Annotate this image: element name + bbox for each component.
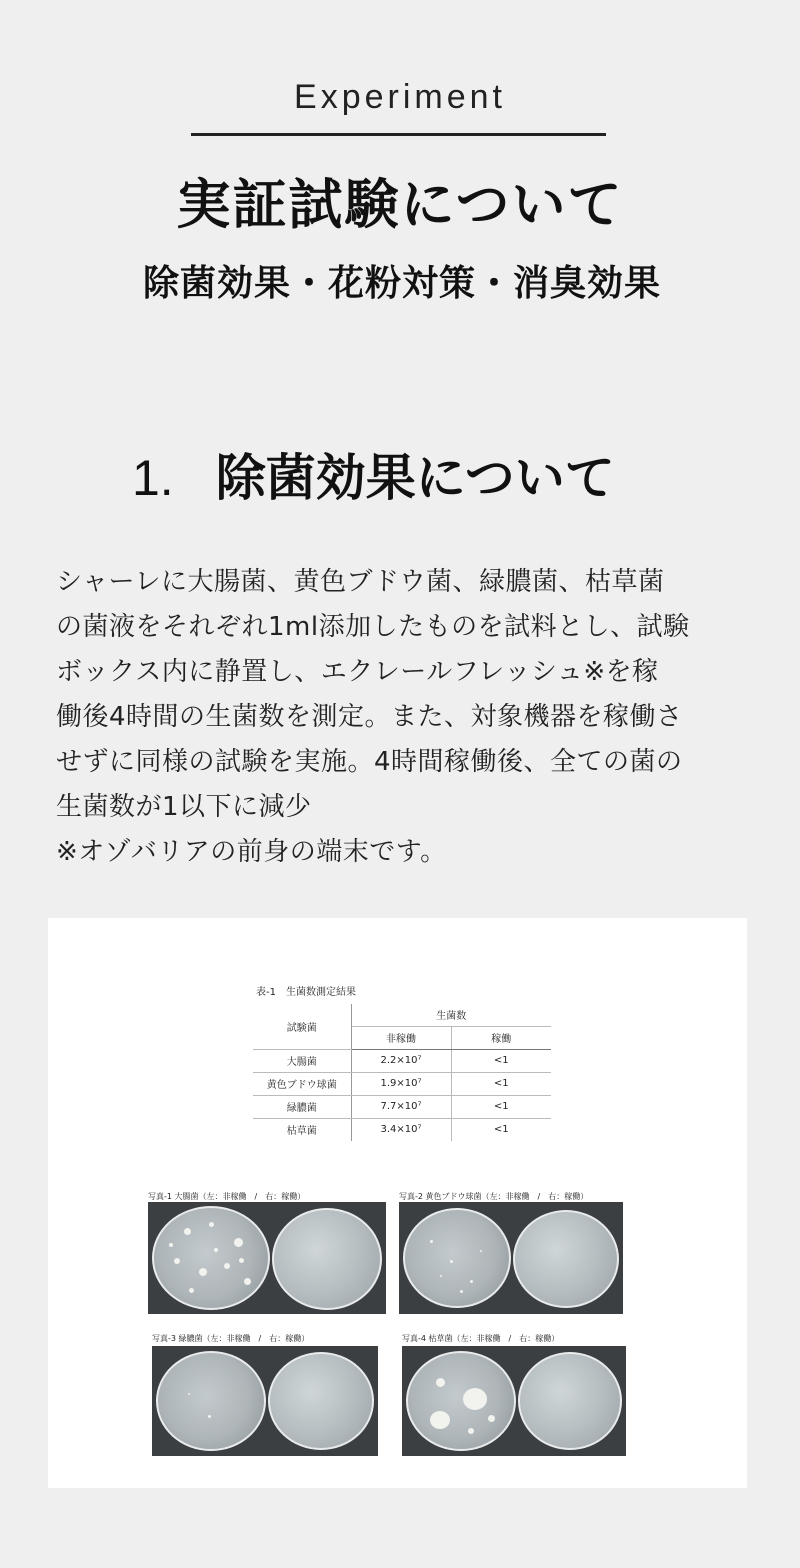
- petri-dish-untreated: [403, 1208, 511, 1308]
- description-line: シャーレに大腸菌、黄色ブドウ菌、緑膿菌、枯草菌: [56, 567, 665, 597]
- off-count-cell: 1.9×10⁷: [351, 1072, 451, 1095]
- petri-photo: [399, 1202, 623, 1314]
- off-count-cell: 2.2×10⁷: [351, 1049, 451, 1072]
- description-line: せずに同様の試験を実施。4時間稼働後、全ての菌の: [56, 747, 683, 777]
- petri-dish-untreated: [156, 1351, 266, 1451]
- petri-dish-treated: [518, 1352, 622, 1450]
- results-table: [253, 1004, 551, 1141]
- heading-divider: [191, 133, 606, 136]
- petri-dish-untreated: [152, 1206, 270, 1310]
- table-caption: 表-1 生菌数測定結果: [256, 987, 356, 998]
- petri-dish-treated: [513, 1210, 619, 1308]
- off-count-cell: 3.4×10⁷: [351, 1118, 451, 1141]
- section-description: [56, 560, 776, 875]
- section-eyebrow: Experiment: [294, 78, 506, 116]
- petri-photo: [402, 1346, 626, 1456]
- table-row: [253, 1049, 551, 1072]
- description-line: ボックス内に静置し、エクレールフレッシュ※を稼: [56, 657, 659, 687]
- table-row: [253, 1118, 551, 1141]
- petri-dish-treated: [272, 1208, 382, 1310]
- on-count-cell: <1: [451, 1049, 551, 1072]
- petri-dish-untreated: [406, 1351, 516, 1451]
- strain-cell: 緑膿菌: [253, 1095, 351, 1118]
- petri-photo: [152, 1346, 378, 1456]
- on-count-cell: <1: [451, 1095, 551, 1118]
- on-count-cell: <1: [451, 1072, 551, 1095]
- strain-cell: 大腸菌: [253, 1049, 351, 1072]
- photo-caption: 写真-2 黄色ブドウ球菌（左：非稼働 / 右：稼働）: [399, 1192, 589, 1201]
- description-line: の菌液をそれぞれ1ml添加したものを試料とし、試験: [56, 612, 690, 642]
- table-row: [253, 1095, 551, 1118]
- off-count-cell: 7.7×10⁷: [351, 1095, 451, 1118]
- col-group-header: 生菌数: [351, 1004, 551, 1026]
- section-number: 1.: [132, 450, 174, 506]
- photo-caption: 写真-3 緑膿菌（左：非稼働 / 右：稼働）: [152, 1334, 310, 1343]
- page-title: 実証試験について: [176, 173, 624, 236]
- on-count-cell: <1: [493, 1124, 509, 1136]
- table-row: [253, 1072, 551, 1095]
- petri-photo: [148, 1202, 386, 1314]
- col-on-header: 稼働: [451, 1026, 551, 1049]
- section-title: [132, 438, 615, 510]
- photo-caption: 写真-4 枯草菌（左：非稼働 / 右：稼働）: [402, 1334, 560, 1343]
- col-off-header: 非稼働: [351, 1026, 451, 1049]
- col-strain-header: 試験菌: [253, 1004, 351, 1049]
- description-line: 働後4時間の生菌数を測定。また、対象機器を稼働さ: [56, 702, 683, 732]
- strain-cell: 枯草菌: [253, 1118, 351, 1141]
- photo-caption: 写真-1 大腸菌（左：非稼働 / 右：稼働）: [148, 1192, 306, 1201]
- description-line: 生菌数が1以下に減少: [56, 792, 312, 822]
- description-line: ※オゾバリアの前身の端末です。: [56, 837, 447, 867]
- strain-cell: 黄色ブドウ球菌: [253, 1072, 351, 1095]
- section-title-text: 除菌効果について: [215, 449, 615, 507]
- table-header-row: [253, 1004, 551, 1026]
- page-subtitle: 除菌効果・花粉対策・消臭効果: [143, 263, 662, 304]
- petri-dish-treated: [268, 1352, 374, 1450]
- experiment-figure: [48, 918, 747, 1488]
